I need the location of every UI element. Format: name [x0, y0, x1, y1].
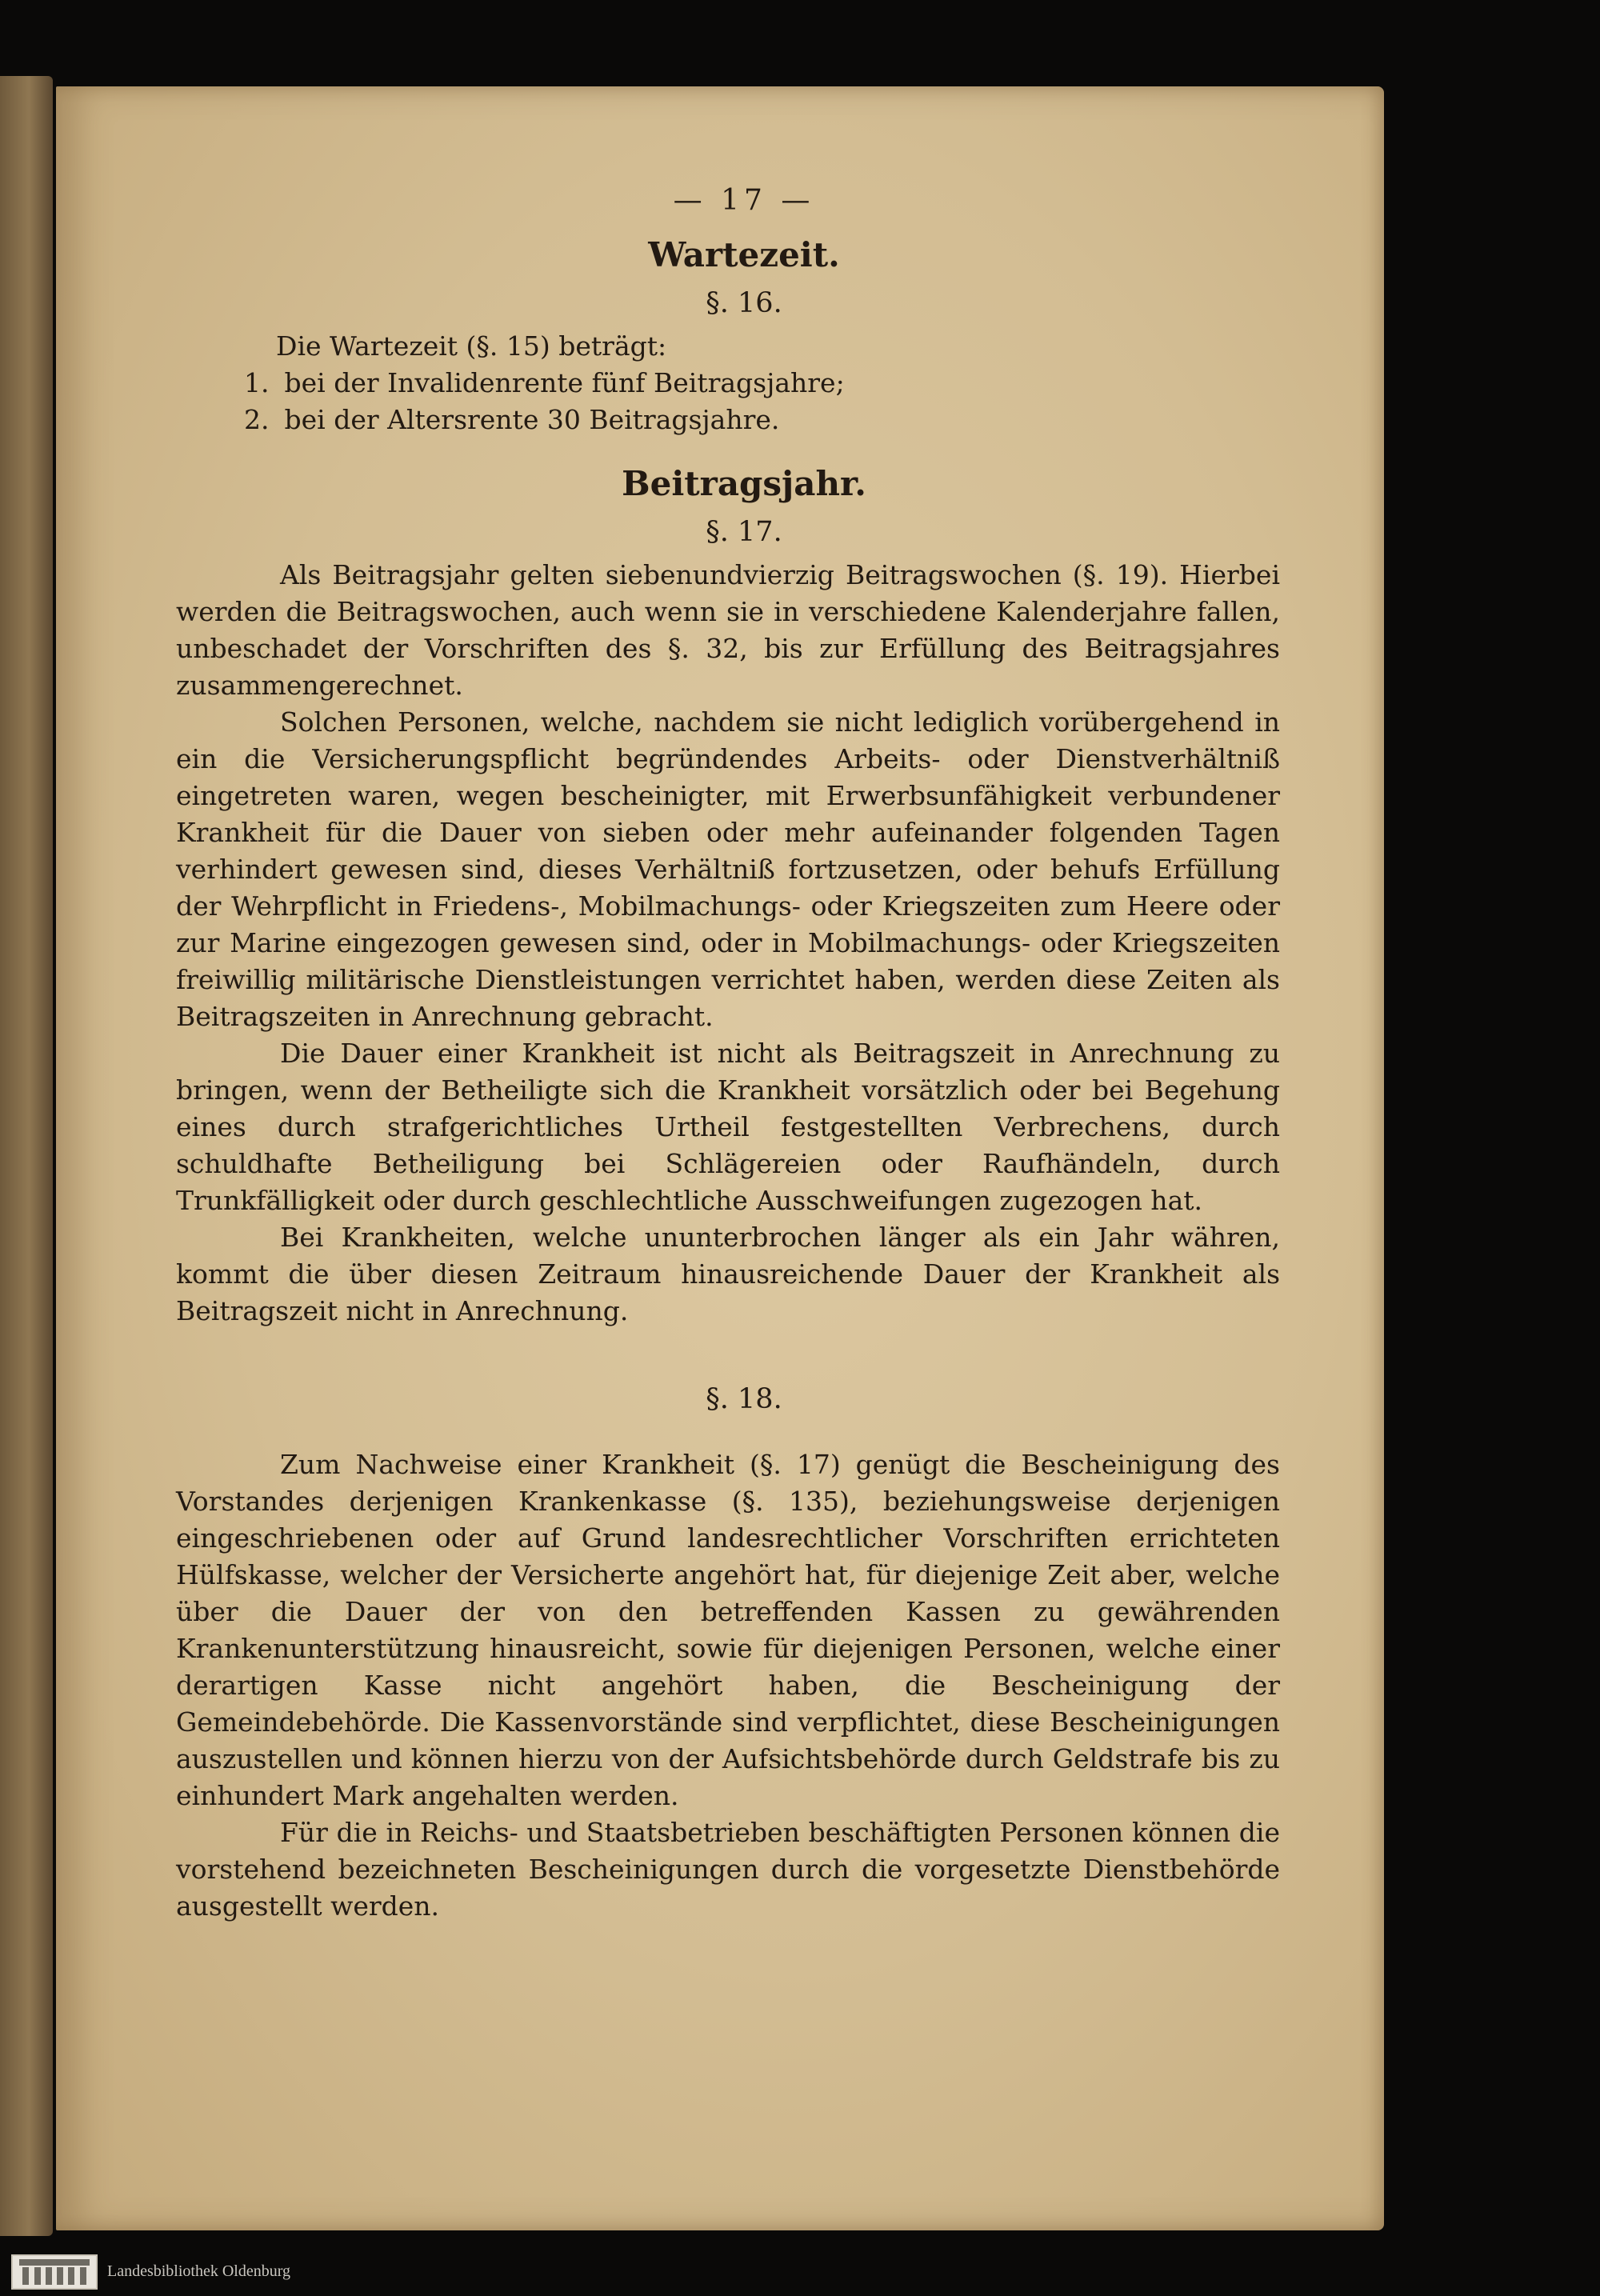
list-item — [176, 402, 1280, 438]
scanned-page — [56, 86, 1384, 2230]
left-page-edge — [0, 76, 53, 2236]
section-18-paragraph: Zum Nachweise einer Krankheit (§. 17) genügt die Bescheinigung des Vorstandes derjenigen Krankenkasse (§. 135), beziehungsweise derjenigen eingeschriebenen oder auf Grund landesrechtlicher Vorschriften errichteten Hülfskasse, welcher der Versicherte angehört hat, für diejenige Zeit aber, welche über die Dauer der von den betreffenden Kassen zu gewährenden Krankenunterstützung hinausreicht, sowie für diejenigen Personen, welche einer derartigen Kasse nicht angehört haben, die Bescheinigung der Gemeindebehörde. Die Kassenvorstände sind verpflichtet, diese Bescheinigungen auszustellen und können hierzu von der Aufsichtsbehörde durch Geldstrafe bis zu einhundert Mark angehalten werden. — [176, 1449, 1280, 1811]
list-item-text: bei der Altersrente 30 Beitragsjahre. — [284, 404, 780, 435]
section-18-mark: §. 18. — [706, 1383, 782, 1415]
library-building-icon — [11, 2254, 98, 2290]
heading-beitragsjahr: Beitragsjahr. — [622, 464, 866, 503]
section-17-paragraph: Solchen Personen, welche, nachdem sie nicht lediglich vorübergehend in ein die Versicherungspflicht begründendes Arbeits- oder Dienstverhältniß eingetreten waren, wegen bescheinigter, mit Erwerbsunfähigkeit verbundener Krankheit für die Dauer von sieben oder mehr aufeinander folgenden Tagen verhindert gewesen sind, dieses Verhältniß fortzusetzen, oder behufs Erfüllung der Wehrpflicht in Friedens-, Mobilmachungs- oder Kriegszeiten zum Heere oder zur Marine eingezogen gewesen sind, oder in Mobilmachungs- oder Kriegszeiten freiwillig militärische Dienstleistungen verrichtet haben, werden diese Zeiten als Beitragszeiten in Anrechnung gebracht. — [176, 706, 1280, 1032]
page-number: — 17 — — [673, 184, 815, 217]
section-18-paragraph: Für die in Reichs- und Staatsbetrieben beschäftigten Personen können die vorstehend bezeichneten Bescheinigungen durch die vorgesetzte Dienstbehörde ausgestellt werden. — [176, 1817, 1280, 1922]
section-17-mark: §. 17. — [706, 516, 782, 548]
section-16-intro: Die Wartezeit (§. 15) beträgt: — [276, 330, 667, 362]
list-item-number: 1. — [244, 367, 270, 398]
section-17-paragraph: Als Beitragsjahr gelten siebenundvierzig Beitragswochen (§. 19). Hierbei werden die Beitragswochen, auch wenn sie in verschiedene Kalenderjahre fallen, unbeschadet der Vorschriften des §. 32, bis zur Erfüllung des Beitragsjahres zusammengerechnet. — [176, 559, 1280, 701]
page-text-block — [176, 182, 1280, 1925]
footer-bar — [0, 2248, 1600, 2296]
list-item-number: 2. — [244, 404, 270, 435]
section-16-list — [176, 328, 1280, 438]
list-item — [176, 365, 1280, 402]
heading-wartezeit: Wartezeit. — [648, 235, 840, 274]
section-17-paragraph: Die Dauer einer Krankheit ist nicht als Beitragszeit in Anrechnung zu bringen, wenn der Betheiligte sich die Krankheit vorsätzlich oder bei Begehung eines durch strafgerichtliches Urtheil festgestellten Verbrechens, durch schuldhafte Betheiligung bei Schlägereien oder Raufhändeln, durch Trunkfälligkeit oder durch geschlechtliche Ausschweifungen zugezogen hat. — [176, 1038, 1280, 1216]
library-name: Landesbibliothek Oldenburg — [107, 2262, 291, 2280]
section-16-mark: §. 16. — [706, 287, 782, 319]
section-17-paragraph: Bei Krankheiten, welche ununterbrochen länger als ein Jahr währen, kommt die über diesen Zeitraum hinausreichende Dauer der Krankheit als Beitragszeit nicht in Anrechnung. — [176, 1222, 1280, 1326]
list-item-text: bei der Invalidenrente fünf Beitragsjahre; — [284, 367, 845, 398]
